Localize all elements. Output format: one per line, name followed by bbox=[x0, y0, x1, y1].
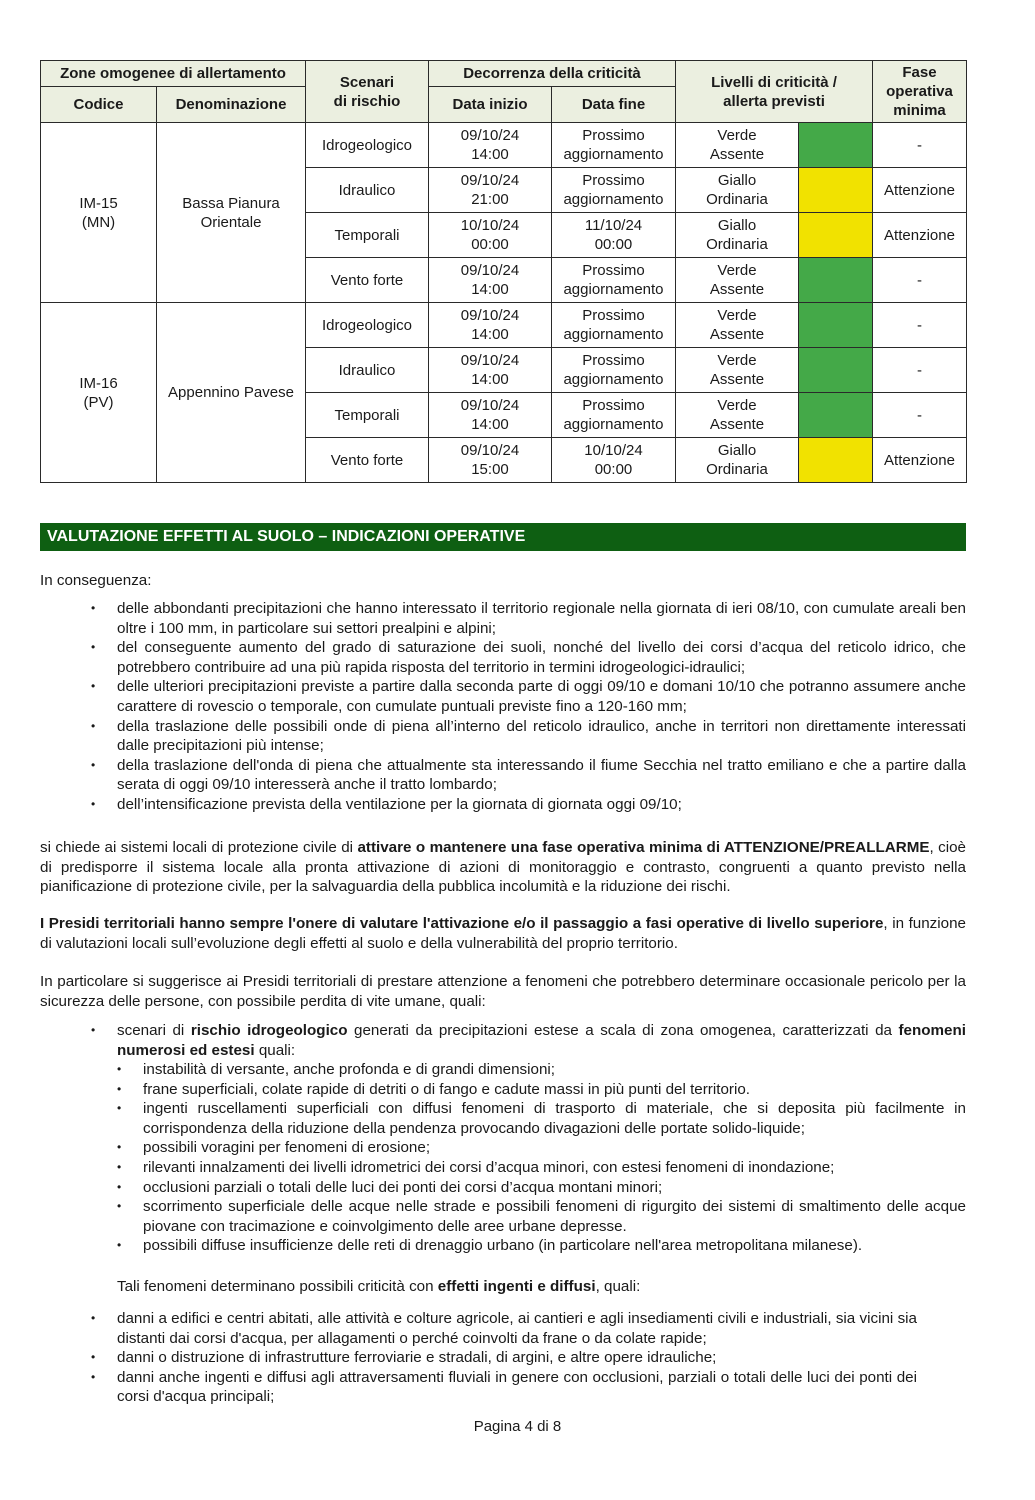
scenario-cell: Vento forte bbox=[306, 438, 429, 483]
end-date-cell: Prossimo aggiornamento bbox=[552, 168, 676, 213]
scenario-cell: Vento forte bbox=[306, 258, 429, 303]
consequences-list bbox=[117, 599, 966, 815]
effects-list bbox=[117, 1309, 917, 1407]
list-item: • delle abbondanti precipitazioni che hanno interessato il territorio regionale nella giornata di ieri 08/10, con cumulate areali ben oltre i 100 mm, in particolare sui settori prealpini e alpini; bbox=[117, 599, 966, 638]
start-date-cell: 09/10/24 14:00 bbox=[429, 348, 552, 393]
header-denominazione: Denominazione bbox=[157, 87, 306, 123]
list-item: • frane superficiali, colate rapide di detriti o di fango e cadute massi in più punti del territorio. bbox=[143, 1080, 966, 1100]
phase-cell: Attenzione bbox=[873, 213, 967, 258]
level-text-cell: Verde Assente bbox=[676, 123, 799, 168]
start-date-cell: 09/10/24 14:00 bbox=[429, 258, 552, 303]
end-date-cell: Prossimo aggiornamento bbox=[552, 393, 676, 438]
level-text-cell: Giallo Ordinaria bbox=[676, 438, 799, 483]
table-row bbox=[41, 303, 967, 348]
list-item: • danni a edifici e centri abitati, alle attività e colture agricole, ai cantieri e agli insediamenti civili e industriali, sia vicini sia distanti dai corsi d'acqua, per allagamenti o perché coinvolti da frane o da colate rapide; bbox=[117, 1309, 917, 1348]
end-date-cell: 10/10/24 00:00 bbox=[552, 438, 676, 483]
header-zone-group: Zone omogenee di allertamento bbox=[41, 61, 306, 87]
list-item: • scenari di rischio idrogeologico generati da precipitazioni estese a scala di zona omogenea, caratterizzati da fenomeni numerosi ed estesi quali: bbox=[117, 1021, 966, 1060]
level-color-swatch bbox=[799, 258, 873, 303]
zone-code: IM-15 (MN) bbox=[41, 123, 157, 303]
phase-cell: Attenzione bbox=[873, 168, 967, 213]
list-item: • danni anche ingenti e diffusi agli attraversamenti fluviali in genere con occlusioni, parziali o totali delle luci dei ponti dei corsi d'acqua principali; bbox=[117, 1368, 917, 1407]
end-date-cell: Prossimo aggiornamento bbox=[552, 258, 676, 303]
end-date-cell: Prossimo aggiornamento bbox=[552, 348, 676, 393]
list-item: • rilevanti innalzamenti dei livelli idrometrici dei corsi d’acqua minori, con estesi fenomeni di inondazione; bbox=[143, 1158, 966, 1178]
list-item: • possibili diffuse insufficienze delle reti di drenaggio urbano (in particolare nell'area metropolitana milanese). bbox=[143, 1236, 966, 1256]
level-text-cell: Verde Assente bbox=[676, 393, 799, 438]
particolare-paragraph: In particolare si suggerisce ai Presidi territoriali di prestare attenzione a fenomeni che potrebbero determinare occasionale pericolo per la sicurezza delle persone, con possibile perdita di vite umane, quali: bbox=[40, 973, 966, 1010]
scenario-cell: Idrogeologico bbox=[306, 303, 429, 348]
list-item: • della traslazione dell'onda di piena che attualmente sta interessando il fiume Secchia nel tratto emiliano e che a partire dalla serata di oggi 09/10 interesserà anche il tratto lombardo; bbox=[117, 756, 966, 795]
zone-name: Appennino Pavese bbox=[157, 303, 306, 483]
list-item: • ingenti ruscellamenti superficiali con diffusi fenomeni di trasporto di materiale, che si deposita più facilmente in corrispondenza della riduzione della pendenza provocando divagazioni delle portate solido-liquide; bbox=[143, 1099, 966, 1138]
scenario-cell: Idraulico bbox=[306, 348, 429, 393]
phase-cell: - bbox=[873, 123, 967, 168]
start-date-cell: 09/10/24 21:00 bbox=[429, 168, 552, 213]
list-item: • possibili voragini per fenomeni di erosione; bbox=[143, 1138, 966, 1158]
zone-name: Bassa Pianura Orientale bbox=[157, 123, 306, 303]
list-item: • scorrimento superficiale delle acque nelle strade e possibili fenomeni di rigurgito dei sistemi di smaltimento delle acque piovane con tracimazione e coinvolgimento delle aree urbane depresse. bbox=[143, 1197, 966, 1236]
request-paragraph: si chiede ai sistemi locali di protezione civile di attivare o mantenere una fase operativa minima di ATTENZIONE/PREALLARME, cioè di predisporre il sistema locale alla pronta attivazione di azioni di monitoraggio e contrasto, congruenti a quanto previsto nella pianificazione di protezione civile, per la salvaguardia della pubblica incolumità e la riduzione dei rischi. bbox=[40, 839, 966, 896]
scenari-item bbox=[117, 1021, 966, 1060]
header-data-inizio: Data inizio bbox=[429, 87, 552, 123]
phase-cell: - bbox=[873, 393, 967, 438]
phase-cell: - bbox=[873, 303, 967, 348]
list-item: • delle ulteriori precipitazioni previste a partire dalla seconda parte di oggi 09/10 e domani 10/10 che potranno assumere anche carattere di rovescio o temporale, con cumulate puntuali previste fino a 120-160 mm; bbox=[117, 677, 966, 716]
scenario-cell: Idraulico bbox=[306, 168, 429, 213]
end-date-cell: 11/10/24 00:00 bbox=[552, 213, 676, 258]
scenario-cell: Temporali bbox=[306, 393, 429, 438]
header-scenari: Scenari di rischio bbox=[306, 61, 429, 123]
phase-cell: Attenzione bbox=[873, 438, 967, 483]
start-date-cell: 09/10/24 14:00 bbox=[429, 303, 552, 348]
header-codice: Codice bbox=[41, 87, 157, 123]
start-date-cell: 09/10/24 15:00 bbox=[429, 438, 552, 483]
level-color-swatch bbox=[799, 348, 873, 393]
page-number: Pagina 4 di 8 bbox=[473, 1418, 562, 1435]
list-item: • del conseguente aumento del grado di saturazione dei suoli, nonché del livello dei corsi d’acqua del reticolo idrico, che potrebbero contribuire ad una più rapida risposta del territorio in termini idrogeologici-idraulici; bbox=[117, 638, 966, 677]
level-color-swatch bbox=[799, 393, 873, 438]
phase-cell: - bbox=[873, 348, 967, 393]
phenomena-list bbox=[143, 1060, 966, 1256]
level-color-swatch bbox=[799, 123, 873, 168]
list-item: • danni o distruzione di infrastrutture ferroviarie e stradali, di argini, e altre opere idrauliche; bbox=[117, 1348, 917, 1368]
start-date-cell: 10/10/24 00:00 bbox=[429, 213, 552, 258]
header-decorrenza: Decorrenza della criticità bbox=[429, 61, 676, 87]
phase-cell: - bbox=[873, 258, 967, 303]
effects-intro: Tali fenomeni determinano possibili criticità con effetti ingenti e diffusi, quali: bbox=[117, 1278, 641, 1295]
scenario-cell: Idrogeologico bbox=[306, 123, 429, 168]
header-data-fine: Data fine bbox=[552, 87, 676, 123]
end-date-cell: Prossimo aggiornamento bbox=[552, 303, 676, 348]
criticality-table bbox=[40, 60, 967, 483]
level-color-swatch bbox=[799, 303, 873, 348]
level-color-swatch bbox=[799, 438, 873, 483]
presidi-paragraph: I Presidi territoriali hanno sempre l'onere di valutare l'attivazione e/o il passaggio a fasi operative di livello superiore, in funzione di valutazioni locali sull’evoluzione degli effetti al suolo e della vulnerabilità del proprio territorio. bbox=[40, 915, 966, 952]
level-color-swatch bbox=[799, 213, 873, 258]
level-text-cell: Verde Assente bbox=[676, 348, 799, 393]
header-livelli: Livelli di criticità / allerta previsti bbox=[676, 61, 873, 123]
level-text-cell: Verde Assente bbox=[676, 258, 799, 303]
list-item: • instabilità di versante, anche profonda e di grandi dimensioni; bbox=[143, 1060, 966, 1080]
end-date-cell: Prossimo aggiornamento bbox=[552, 123, 676, 168]
start-date-cell: 09/10/24 14:00 bbox=[429, 393, 552, 438]
list-item: • dell’intensificazione prevista della ventilazione per la giornata di giornata oggi 09/10; bbox=[117, 795, 966, 815]
start-date-cell: 09/10/24 14:00 bbox=[429, 123, 552, 168]
section-title-bar: VALUTAZIONE EFFETTI AL SUOLO – INDICAZIONI OPERATIVE bbox=[40, 523, 966, 551]
level-text-cell: Giallo Ordinaria bbox=[676, 213, 799, 258]
table-row bbox=[41, 123, 967, 168]
list-item: • della traslazione delle possibili onde di piena all’interno del reticolo idraulico, anche in territori non direttamente interessati dalle precipitazioni più intense; bbox=[117, 717, 966, 756]
header-fase: Fase operativa minima bbox=[873, 61, 967, 123]
level-color-swatch bbox=[799, 168, 873, 213]
level-text-cell: Verde Assente bbox=[676, 303, 799, 348]
list-item: • occlusioni parziali o totali delle luci dei ponti dei corsi d’acqua montani minori; bbox=[143, 1178, 966, 1198]
zone-code: IM-16 (PV) bbox=[41, 303, 157, 483]
intro-text: In conseguenza: bbox=[40, 572, 152, 589]
level-text-cell: Giallo Ordinaria bbox=[676, 168, 799, 213]
scenario-cell: Temporali bbox=[306, 213, 429, 258]
